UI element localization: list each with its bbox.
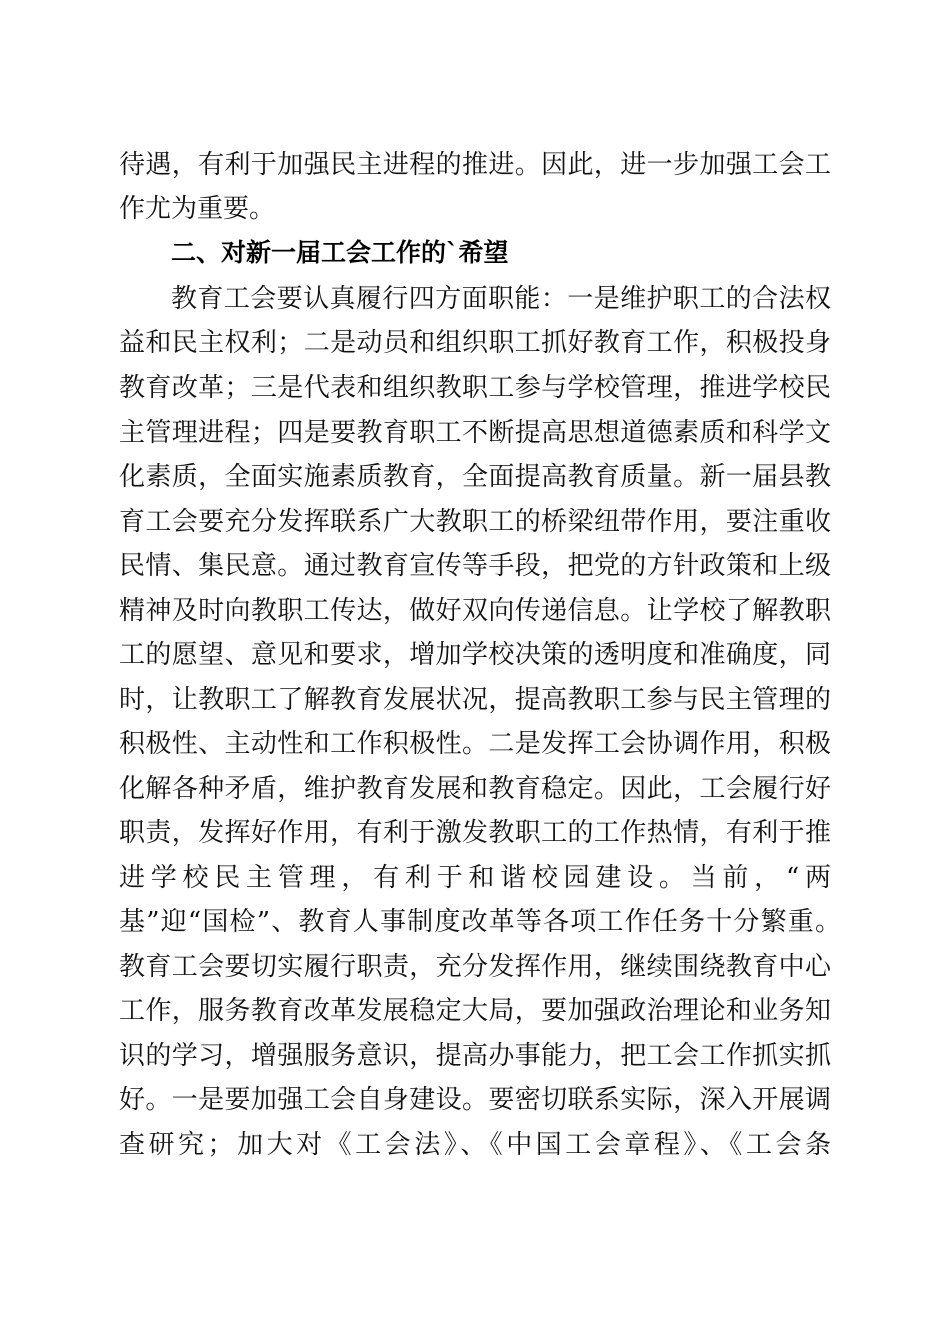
text-line: 主管理进程；四是要教育职工不断提高思想道德素质和科学文: [119, 418, 831, 448]
text-line: 时，让教职工了解教育发展状况，提高教职工参与民主管理的: [119, 685, 831, 715]
text-line: 好。一是要加强工会自身建设。要密切联系实际，深入开展调: [119, 1085, 831, 1115]
text-line: 化解各种矛盾，维护教育发展和教育稳定。因此，工会履行好: [119, 774, 831, 804]
text-line: 工的愿望、意见和要求，增加学校决策的透明度和准确度，同: [119, 640, 831, 670]
text-line: 教育改革；三是代表和组织教职工参与学校管理，推进学校民: [119, 373, 831, 403]
text-line: 职责，发挥好作用，有利于激发教职工的工作热情，有利于推: [119, 818, 831, 848]
text-line: 精神及时向教职工传达，做好双向传递信息。让学校了解教职: [119, 596, 831, 626]
text-line: 待遇，有利于加强民主进程的推进。因此，进一步加强工会工: [119, 150, 831, 180]
text-line: 益和民主权利；二是动员和组织职工抓好教育工作，积极投身: [119, 328, 831, 358]
text-line: 教育工会要认真履行四方面职能：一是维护职工的合法权: [171, 284, 831, 314]
text-line: 教育工会要切实履行职责，充分发挥作用，继续围绕教育中心: [119, 952, 831, 982]
text-line: 化素质，全面实施素质教育，全面提高教育质量。新一届县教: [119, 462, 831, 492]
text-line: 育工会要充分发挥联系广大教职工的桥梁纽带作用，要注重收: [119, 507, 831, 537]
text-line: 识的学习，增强服务意识，提高办事能力，把工会工作抓实抓: [119, 1041, 831, 1071]
text-line: 工作，服务教育改革发展稳定大局，要加强政治理论和业务知: [119, 996, 831, 1026]
text-line: 民情、集民意。通过教育宣传等手段，把党的方针政策和上级: [119, 551, 831, 581]
text-line: 查研究；加大对《工会法》、《中国工会章程》、《工会条: [119, 1130, 831, 1160]
text-line: 作尤为重要。: [119, 194, 276, 224]
text-line: 积极性、主动性和工作积极性。二是发挥工会协调作用，积极: [119, 729, 831, 759]
section-heading: 二、对新一届工会工作的`希望: [171, 238, 509, 267]
text-line: 进学校民主管理，有利于和谐校园建设。当前，“两: [119, 863, 831, 893]
text-line: 基”迎“国检”、教育人事制度改革等各项工作任务十分繁重。: [119, 907, 841, 937]
